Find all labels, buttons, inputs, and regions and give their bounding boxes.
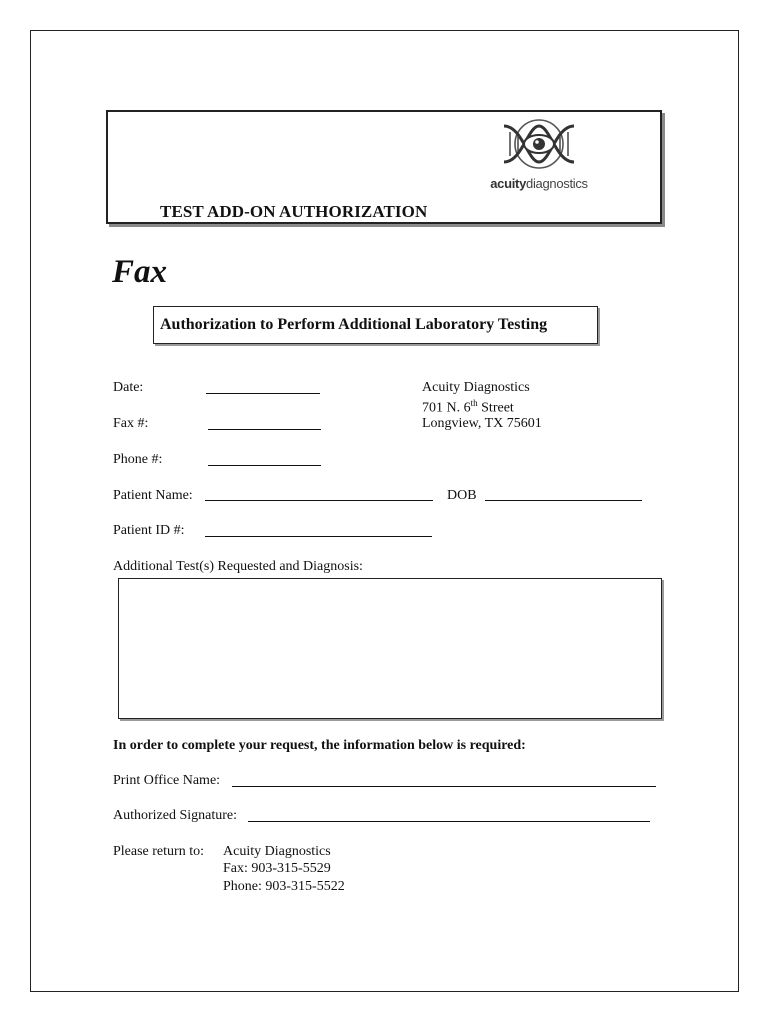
company-logo [484,118,594,194]
date-label: Date: [113,380,144,395]
signature-label: Authorized Signature: [113,808,238,823]
return-fax: Fax: 903-315-5529 [223,861,331,876]
subject-text: Authorization to Perform Additional Laboratory Testing [160,316,548,333]
return-phone: Phone: 903-315-5522 [223,879,345,894]
recipient-city: Longview, TX 75601 [422,416,542,431]
recipient-street: 701 N. 6th Street [422,398,514,416]
tests-textarea[interactable] [118,578,662,719]
fax-label: Fax #: [113,416,149,431]
fax-field[interactable] [208,429,321,430]
tests-label: Additional Test(s) Requested and Diagnosis: [113,559,363,574]
dob-field[interactable] [485,500,642,501]
form-title: TEST ADD-ON AUTHORIZATION [160,202,428,221]
office-name-field[interactable] [232,786,656,787]
required-notice: In order to complete your request, the information below is required: [113,738,526,753]
phone-label: Phone #: [113,452,163,467]
header-box [106,110,662,224]
dna-eye-icon [484,118,594,176]
patient-name-label: Patient Name: [113,488,193,503]
dob-label: DOB [447,488,477,503]
date-field[interactable] [206,393,320,394]
patient-name-field[interactable] [205,500,433,501]
logo-wordmark: acuitydiagnostics [490,176,588,191]
office-name-label: Print Office Name: [113,773,221,788]
return-name: Acuity Diagnostics [223,844,331,859]
recipient-name: Acuity Diagnostics [422,380,530,395]
patient-id-label: Patient ID #: [113,523,185,538]
patient-id-field[interactable] [205,536,432,537]
subject-box [153,306,598,344]
phone-field[interactable] [208,465,321,466]
return-label: Please return to: [113,844,204,859]
signature-field[interactable] [248,821,650,822]
fax-heading: Fax [112,254,168,290]
